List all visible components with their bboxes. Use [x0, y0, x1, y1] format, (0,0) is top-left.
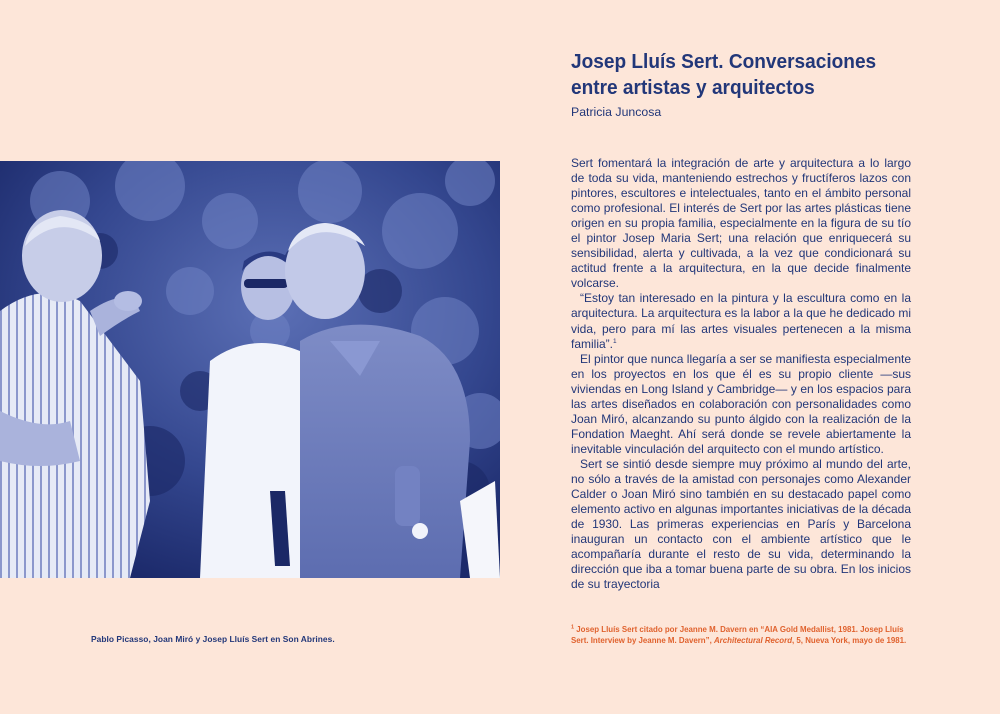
paragraph-text: El pintor que nunca llegaría a ser se manifiesta especialmente en los proyectos en los que él es su propio cliente —sus viviendas en Long Island y Cambridge— y en los espacios para las artes diseñados en colaboración con personalidades como Joan Miró, alcanzando su punto álgido con la realización de la Fondation Maeght. Ahí será donde se revele abiertamente la inevitable vinculación del arquitecto con el mundo artístico. [571, 351, 911, 456]
footnote-number: 1 [571, 624, 575, 631]
body-paragraph [571, 457, 911, 592]
footnote [571, 624, 916, 646]
footnote-text-before: Josep Lluís Sert citado por Jeanne M. Davern en “AIA Gold Medallist, 1981. Josep Lluís Sert. Interview by Jeanne M. Davern”, [571, 625, 904, 645]
article-body [571, 156, 911, 592]
paragraph-text: “Estoy tan interesado en la pintura y la escultura como en la arquitectura. La arquitectura es la labor a la que he dedicado mi vida, pero para mí las artes visuales pertenecen a la misma familia”. [571, 291, 911, 351]
paragraph-text: Sert se sintió desde siempre muy próximo al mundo del arte, no sólo a través de la amistad con personajes como Alexander Calder o Joan Miró sino también en su destacado papel como elemento activo en algunas importantes iniciativas de la década de 1930. Las primeras experiencias en París y Barcelona inauguran un contacto con el ambiente artístico que le acompañaría durante el resto de su vida, determinando la dirección que iba a tomar buena parte de su obra. En los inicios de su trayectoria [571, 456, 911, 592]
photo-caption: Pablo Picasso, Joan Miró y Josep Lluís Sert en Son Abrines. [91, 634, 335, 644]
footnote-reference[interactable]: 1 [613, 337, 617, 345]
photo-picasso-miro-sert [0, 161, 500, 578]
body-paragraph-quote [571, 291, 911, 351]
body-paragraph [571, 352, 911, 457]
article-author: Patricia Juncosa [571, 105, 662, 119]
photo-image-icon [0, 161, 500, 578]
footnote-journal-title: Architectural Record [713, 636, 793, 645]
body-paragraph [571, 156, 911, 291]
footnote-text-after: , 5, Nueva York, mayo de 1981. [792, 636, 907, 645]
paragraph-text: Sert fomentará la integración de arte y arquitectura a lo largo de toda su vida, manteniendo estrechos y fructíferos lazos con pintores, escultores e intelectuales, tanto en el ámbito personal como profesional. El interés de Sert por las artes plásticas tiene origen en su propia familia, especialmente en la figura de su tío el pintor Josep Maria Sert; una relación que enriquecerá su sensibilidad, alerta y cultivada, a la vez que condicionará su actitud frente a la arquitectura, en la que decide finalmente volcarse. [571, 156, 911, 291]
article-title: Josep Lluís Sert. Conversaciones entre artistas y arquitectos [571, 50, 877, 99]
